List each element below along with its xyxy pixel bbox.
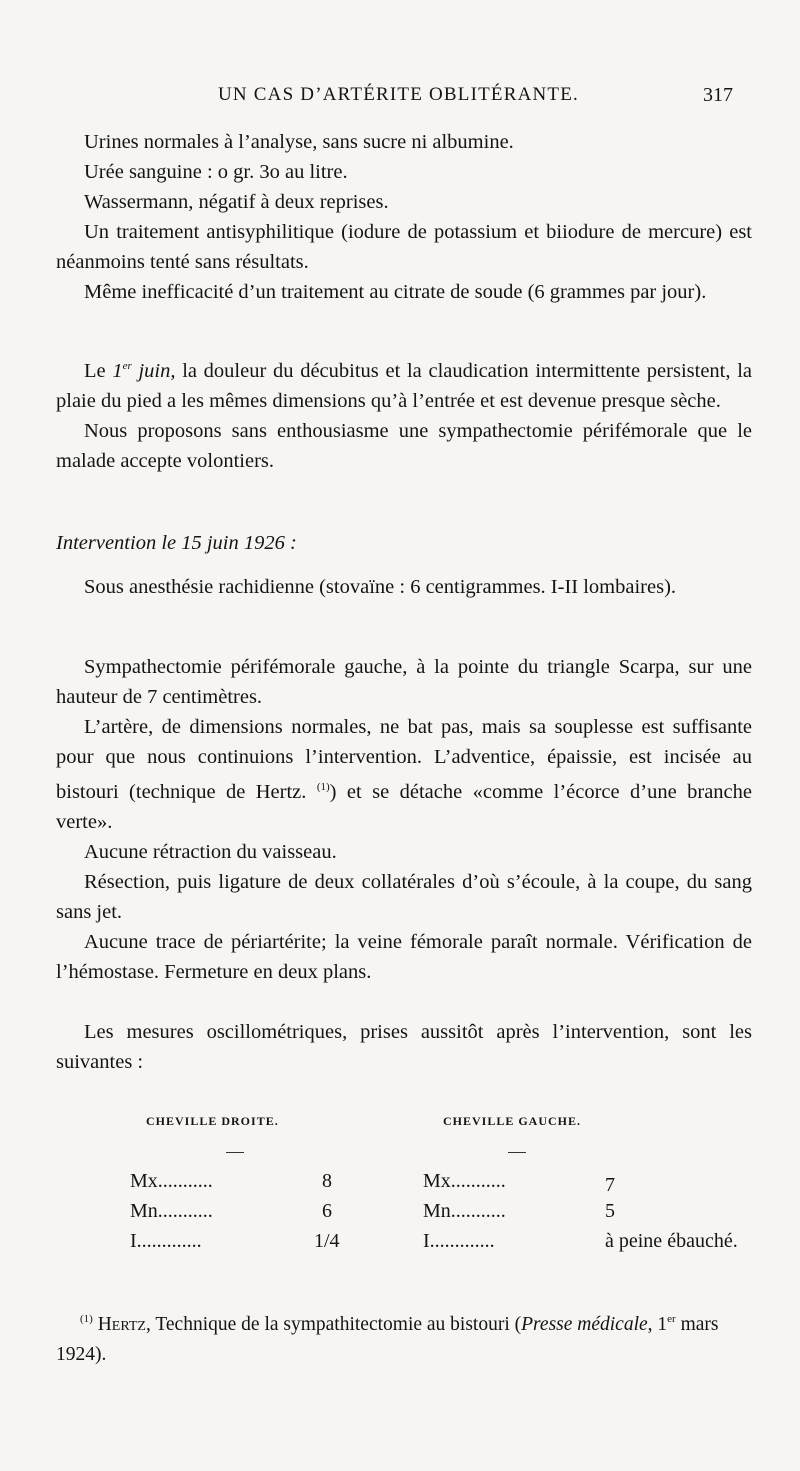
- operation-section: [56, 652, 752, 987]
- clinical-findings: [56, 127, 752, 307]
- paragraph: Aucune trace de périartérite; la veine fémorale paraît normale. Vérification de l’hémostase. Fermeture en deux plans.: [56, 931, 752, 983]
- paragraph: Résection, puis ligature de deux collatérales d’où s’écoule, à la coupe, du sang sans jet.: [56, 871, 752, 923]
- table-value: 5: [605, 1200, 615, 1222]
- table-value: 1/4: [314, 1230, 340, 1252]
- paragraph: Le 1er juin, la douleur du décubitus et la claudication intermittente persistent, la plaie du pied a les mêmes dimensions qu’à l’entrée et est devenue presque sèche.: [56, 360, 752, 412]
- paragraph: Sympathectomie périfémorale gauche, à la pointe du triangle Scarpa, sur une hauteur de 7 centimètres.: [56, 656, 752, 708]
- table-value: 7: [605, 1174, 615, 1196]
- table-row: I.............: [423, 1230, 495, 1252]
- paragraph: Nous proposons sans enthousiasme une sympathectomie périfémorale que le malade accepte volontiers.: [56, 420, 752, 472]
- divider: [508, 1152, 526, 1153]
- table-value: 8: [322, 1170, 332, 1192]
- left-column-header: CHEVILLE DROITE.: [146, 1114, 279, 1128]
- paragraph: Urée sanguine : o gr. 3o au litre.: [84, 161, 348, 183]
- running-header: [0, 84, 800, 114]
- table-row: Mn...........: [130, 1200, 213, 1222]
- measures-intro: Les mesures oscillométriques, prises aussitôt après l’intervention, sont les suivantes :: [56, 1021, 752, 1073]
- oscillometry-table: [0, 1112, 800, 1262]
- paragraph: Même inefficacité d’un traitement au citrate de soude (6 grammes par jour).: [84, 281, 707, 303]
- footnote-mark: (1): [80, 1313, 93, 1325]
- table-value: 6: [322, 1200, 332, 1222]
- divider: [226, 1152, 244, 1153]
- footnote: $^{(1)}$ Hertz, Technique de la sympathitectomie au bistouri (Presse médicale, 1er mars 1924).: [56, 1313, 719, 1365]
- right-column-header: CHEVILLE GAUCHE.: [443, 1114, 582, 1128]
- table-row: Mx...........: [423, 1170, 506, 1192]
- page-number: 317: [703, 84, 733, 106]
- journal-title: Presse médicale: [521, 1314, 648, 1335]
- paragraph: L’artère, de dimensions normales, ne bat pas, mais sa souplesse est suffisante pour que nous continuions l’intervention. L’adventice, épaissie, est incisée au bistouri (technique de Hertz. $^{(1)}$) et se détache «comme l’écorce d’une branche verte».: [56, 716, 753, 833]
- evolution-section: [56, 351, 752, 476]
- paragraph: Wassermann, négatif à deux reprises.: [84, 191, 389, 213]
- footnote-author: Hertz: [97, 1314, 146, 1335]
- footnote-reference: (1): [316, 781, 330, 793]
- anesthesia-paragraph: Sous anesthésie rachidienne (stovaïne : 6 centigrammes. I-II lombaires).: [84, 576, 677, 598]
- table-row: Mn...........: [423, 1200, 506, 1222]
- intervention-heading: Intervention le 15 juin 1926 :: [56, 532, 297, 554]
- table-value: à peine ébauché.: [605, 1230, 738, 1252]
- table-row: I.............: [130, 1230, 202, 1252]
- paragraph: Urines normales à l’analyse, sans sucre ni albumine.: [84, 131, 514, 153]
- running-title: UN CAS D’ARTÉRITE OBLITÉRANTE.: [218, 84, 579, 105]
- paragraph: Un traitement antisyphilitique (iodure de potassium et biiodure de mercure) est néanmoins tenté sans résultats.: [56, 221, 752, 273]
- table-row: Mx...........: [130, 1170, 213, 1192]
- paragraph: Aucune rétraction du vaisseau.: [84, 841, 337, 863]
